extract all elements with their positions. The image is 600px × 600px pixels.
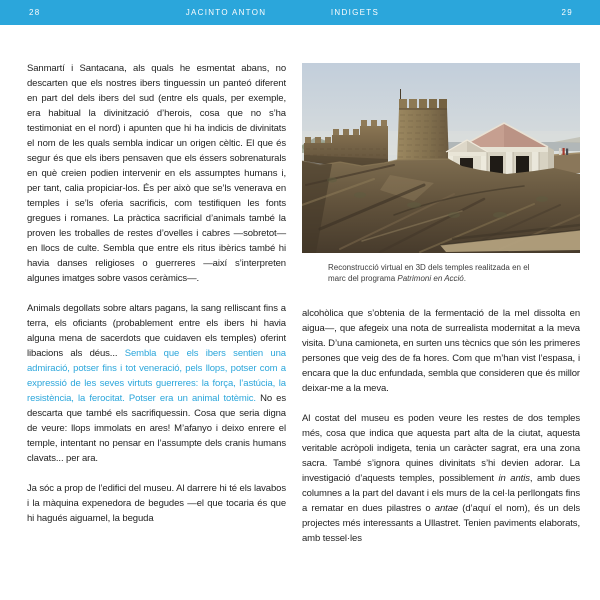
paragraph-sacrifices: Animals degollats sobre altars pagans, la sang relliscant fins a terra, els oficiants (probablement entre els ibers hi havia alguna mena de sacerdots que cuidaven els temples) oferint libacions als déus... Sembla que els ibers sentien una admiració, potser fins i tot veneració, pels llops, potser com a expressió de les seves virtuts guerreres: la força, l’astúcia, la resistència, la ferocitat. Potser era un animal totèmic. No es descarta que també els sacrifiquessin. Cosa que seria digna de veure: llops immolats en ares! M’afanyo i deixo enrere el temple, intentant no pensar en l’assumpte dels cranis humans clavats... per ara. <box>27 303 287 464</box>
temple-reconstruction-image <box>302 63 580 253</box>
page-number-left: 28 <box>29 8 41 17</box>
paragraph-temples: Al costat del museu es poden veure les restes de dos temples més, cosa que indica que aquesta part alta de la ciutat, aquesta veritable acròpoli indigeta, tenia un caràcter sagrat, era una zona sacra. També s’ignora quines divinitats s’hi devien adorar. La investigació d’aquests temples, possiblement in antis, amb dues columnes a la part del davant i els murs de la cel·la perllongats fins a rematar en dues pilastres o antae (d’aquí el nom), és un dels projectes més interessants a Ullastret. Tenien paviments elaborats, amb tessel·les <box>302 413 580 544</box>
temple-photo-figure <box>302 63 580 284</box>
paragraph-mead: alcohòlica que s’obtenia de la fermentació de la mel dissolta en aigua—, que afegeix una nota de surrealista modernitat a la meva visita. D’una camioneta, en surten uns tècnics que són les primeres persones que veig des de fa hores. Com que m’han vist l’espasa, i encara que la duc enfundada, sembla que consideren que és millor deixar-me a la meva. <box>302 308 580 394</box>
running-head-chapter: INDIGETS <box>330 8 380 17</box>
page-number-right: 29 <box>561 8 573 17</box>
paragraph-museum: Ja sóc a prop de l’edifici del museu. Al darrere hi té els lavabos i la màquina expenedora de begudes —el que tocaria és que hi hagués aiguamel, la beguda <box>27 483 286 524</box>
left-text-column <box>27 61 286 541</box>
running-head-author: JACINTO ANTON <box>185 8 267 17</box>
right-text-column <box>302 306 580 561</box>
page-header-bar <box>0 0 600 25</box>
photo-caption: Reconstrucció virtual en 3D dels temples realitzada en el marc del programa Patrimoni en Acció. <box>328 263 530 283</box>
paragraph-pantheon: Sanmartí i Santacana, als quals he esmentat abans, no descarten que els nostres ibers tinguessin un panteó diferent en part del dels ibers del sud (entre els quals, per exemple, era habitual la divinització d’herois, cosa que no s’ha testimoniat en el nord) i apunten que hi ha indicis de divinitats el nom de les quals sembla indicar un origen cèltic. El que és segur és que els ibers pensaven que els éssers sobrenaturals en què creien podien intervenir en els assumptes humans i, per tant, calia propiciar-los. És per això que se’ls venerava en temples i se’ls oferia sacrificis, com testifiquen les fonts gregues i romanes. La pràctica sacrificial d’animals també la proven les troballes de restes d’ovelles i cabres —sobretot— en llocs de culte. Sembla que entre els ritus ibèrics també hi havia danses religioses o guerreres —així s’interpreten algunes imatges sobre vasos ceràmics—. <box>27 63 286 284</box>
rocky-hillside <box>302 159 580 253</box>
